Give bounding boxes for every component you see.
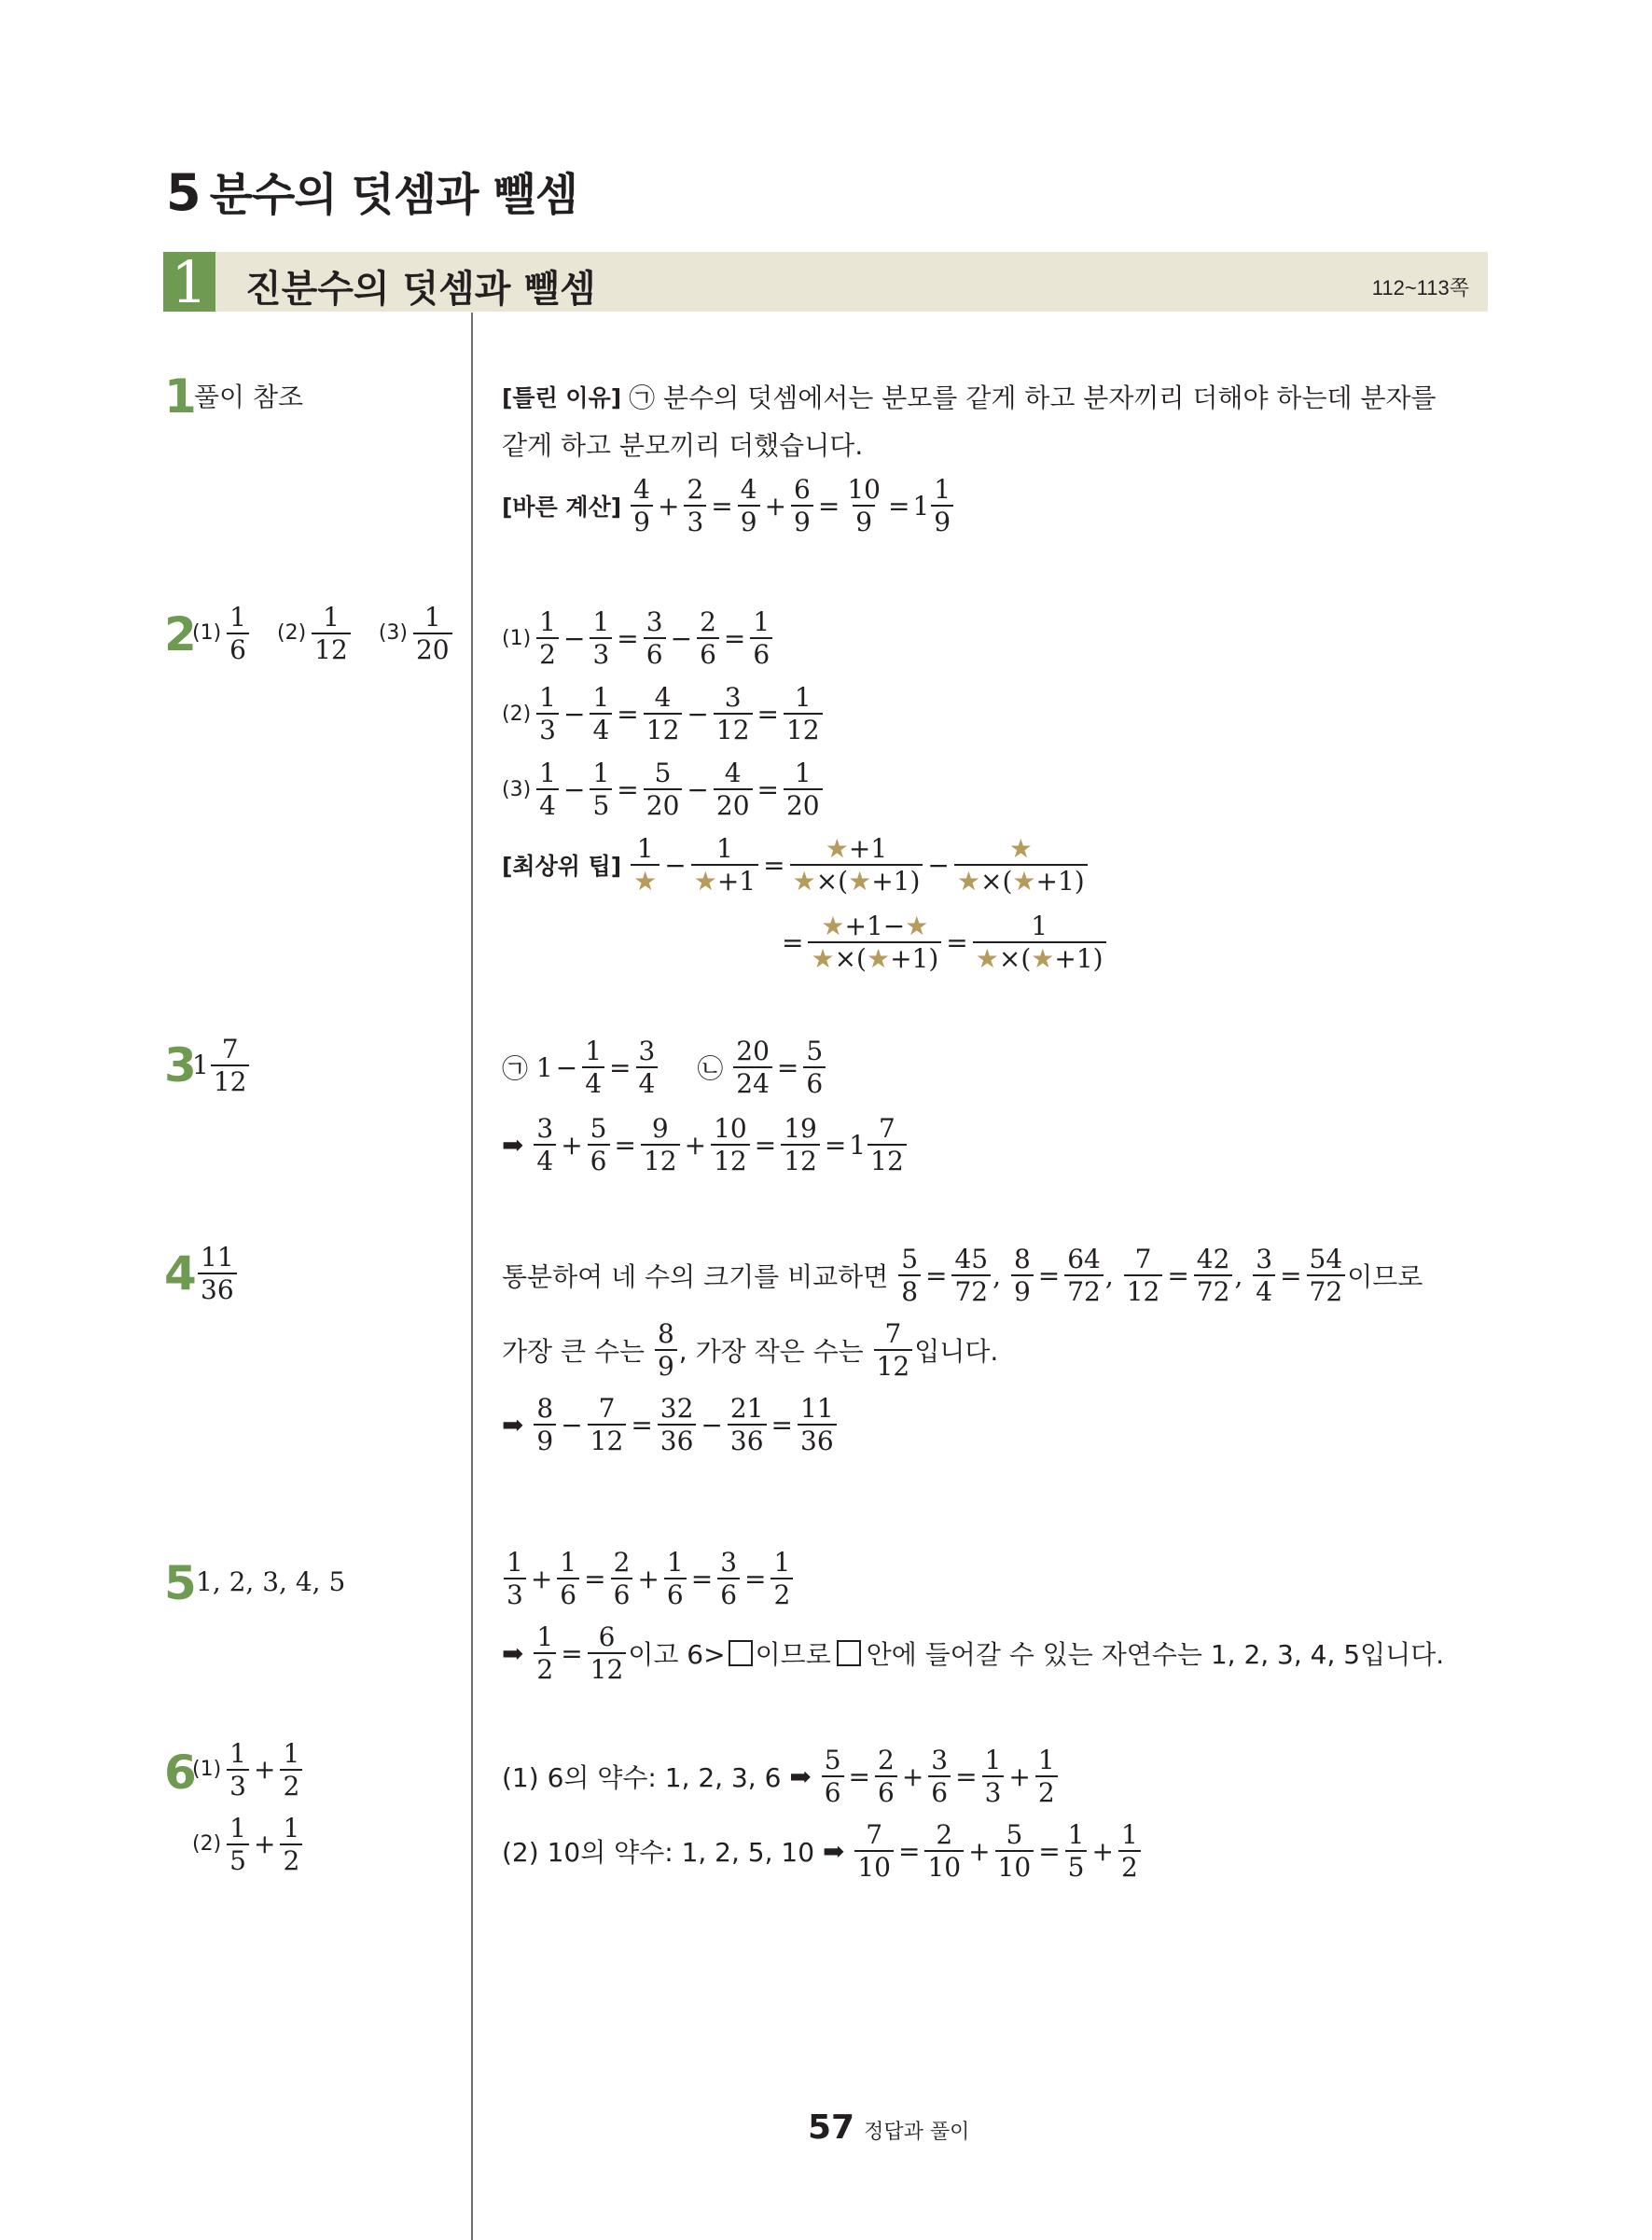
fraction: $\frac{4}{9}$ xyxy=(631,476,653,536)
fraction: $\frac{1}{20}$ xyxy=(413,604,452,664)
p1-correct-calc: [바른 계산] $\frac{4}{9}$ + $\frac{2}{3}$ = $\frac{4}{9}$ + $\frac{6}{9}$ = $\frac{10}{9}$ = 1 $\frac{1}{9}$ xyxy=(502,476,955,536)
p1-correct-tag: [바른 계산] xyxy=(502,494,622,522)
p4-text2a: 가장 큰 수는 xyxy=(502,1336,646,1368)
arrow-icon: ➡ xyxy=(502,1409,524,1440)
arrow-icon: ➡ xyxy=(502,1637,524,1669)
fraction: $\frac{1}{12}$ xyxy=(312,604,351,664)
box-icon xyxy=(729,1640,753,1666)
label-1: (1) xyxy=(192,621,222,646)
p6-line-1: (1) 6의 약수: 1, 2, 3, 6 ➡ $\frac{5}{6}$ = $\frac{2}{6}$ + $\frac{3}{6}$ = $\frac{1}{3}$ + $\frac{1}{2}$ xyxy=(502,1746,1060,1807)
arrow-icon: ➡ xyxy=(789,1760,812,1792)
fraction: $\frac{1}{6}$ xyxy=(227,604,249,664)
problem-number-3: 3 xyxy=(164,1038,197,1092)
column-divider xyxy=(471,313,473,2240)
label-2: (2) xyxy=(192,1832,222,1857)
box-icon xyxy=(837,1640,861,1666)
answer-2 xyxy=(192,604,454,664)
footer-label: 정답과 풀이 xyxy=(864,2121,970,2144)
p5-text-a: 이고 6> xyxy=(628,1639,726,1671)
p4-line-3: ➡ $\frac{8}{9}$ − $\frac{7}{12}$ = $\frac{32}{36}$ − $\frac{21}{36}$ = $\frac{11}{36}$ xyxy=(502,1395,839,1455)
arrow-icon: ➡ xyxy=(822,1835,845,1867)
problem-number-4: 4 xyxy=(164,1246,197,1301)
p5-line-2: ➡ $\frac{1}{2}$ = $\frac{6}{12}$ 이고 6> 이므로 안에 들어갈 수 있는 자연수는 1, 2, 3, 4, 5입니다. xyxy=(502,1621,1445,1686)
p2-line-2: (2) $\frac{1}{3}$ − $\frac{1}{4}$ = $\frac{4}{12}$ − $\frac{3}{12}$ = $\frac{1}{12}$ xyxy=(502,684,825,744)
section-title: 진분수의 덧셈과 뺄셈 xyxy=(245,268,596,311)
p1-reason-line xyxy=(502,378,1437,415)
problem-number-6: 6 xyxy=(164,1746,197,1800)
label-1: (1) xyxy=(502,626,532,650)
p4-text1: 통분하여 네 수의 크기를 비교하면 xyxy=(502,1261,889,1293)
p4-text2b: , 가장 작은 수는 xyxy=(678,1336,864,1368)
section-banner xyxy=(163,248,1488,316)
p5-line-1: $\frac{1}{3}$ + $\frac{1}{6}$ = $\frac{2}{6}$ + $\frac{1}{6}$ = $\frac{3}{6}$ = $\frac{1}{2}$ xyxy=(502,1549,795,1609)
answer-5: 1, 2, 3, 4, 5 xyxy=(196,1566,346,1597)
chapter-heading xyxy=(166,159,577,223)
p2-line-3: (3) $\frac{1}{4}$ − $\frac{1}{5}$ = $\frac{5}{20}$ − $\frac{4}{20}$ = $\frac{1}{20}$ xyxy=(502,759,825,820)
p3-line-1: ㉠ 1 − $\frac{1}{4}$ = $\frac{3}{4}$ ㉡ $\frac{20}{24}$ = $\frac{5}{6}$ xyxy=(502,1037,827,1098)
fraction: $\frac{6}{9}$ xyxy=(791,476,813,536)
label-2: (2) xyxy=(502,702,532,726)
problem-number-1: 1 xyxy=(164,369,197,424)
p5-text-b: 이므로 xyxy=(755,1639,831,1671)
p6-line1-text: (1) 6의 약수: 1, 2, 3, 6 xyxy=(502,1762,782,1794)
p2-tip-tag: [최상위 팁] xyxy=(502,853,622,881)
answer-3: 1 $\frac{7}{12}$ xyxy=(192,1036,251,1096)
p1-reason-line2: 같게 하고 분모끼리 더했습니다. xyxy=(502,430,864,461)
p6-line2-text: (2) 10의 약수: 1, 2, 5, 10 xyxy=(502,1837,815,1869)
p4-line-2: 가장 큰 수는 $\frac{8}{9}$ , 가장 작은 수는 $\frac{7}{12}$ 입니다. xyxy=(502,1318,999,1383)
fraction: $\frac{1}{9}$ xyxy=(931,476,953,536)
answer-6-2: (2) $\frac{1}{5}$ + $\frac{1}{2}$ xyxy=(192,1815,304,1875)
arrow-icon: ➡ xyxy=(502,1129,524,1161)
circle-label-2: ㉡ xyxy=(697,1053,724,1085)
problem-number-5: 5 xyxy=(164,1556,197,1610)
p4-text1-end: 이므로 xyxy=(1347,1261,1423,1293)
p2-tip-line-1: [최상위 팁] $\frac{1}{★}$ − $\frac{1}{★+1}$ = $\frac{★+1}{★\times(★+1)}$ − $\frac{★}{★\times(★+1)}$ xyxy=(502,835,1090,896)
label-3: (3) xyxy=(378,621,408,646)
p1-reason-text: ㉠ 분수의 덧셈에서는 분모를 같게 하고 분자끼리 더해야 하는데 분자를 xyxy=(629,383,1437,413)
p4-line-1: 통분하여 네 수의 크기를 비교하면 $\frac{5}{8}$ = $\frac{45}{72}$ , $\frac{8}{9}$ = $\frac{64}{72}$ , $\frac{7}{12}$ = $\frac{42}{72}$ , $\frac{3}{4}$ = $\frac{54}{72}$ 이므로 xyxy=(502,1244,1423,1308)
section-pages: 112~113쪽 xyxy=(1371,276,1469,299)
p5-text-c: 안에 들어갈 수 있는 자연수는 1, 2, 3, 4, 5입니다. xyxy=(866,1639,1445,1671)
p2-tip-line-2: = $\frac{★+1-★}{★\times(★+1)}$ = $\frac{1}{★\times(★+1)}$ xyxy=(779,912,1108,973)
page-number: 57 xyxy=(808,2108,855,2147)
answer-6-1: (1) $\frac{1}{3}$ + $\frac{1}{2}$ xyxy=(192,1740,304,1801)
chapter-title: 분수의 덧셈과 뺄셈 xyxy=(209,169,577,221)
label-3: (3) xyxy=(502,777,532,801)
fraction: $\frac{10}{9}$ xyxy=(847,474,881,538)
p2-line-1: (1) $\frac{1}{2}$ − $\frac{1}{3}$ = $\frac{3}{6}$ − $\frac{2}{6}$ = $\frac{1}{6}$ xyxy=(502,608,774,669)
section-number: 1 xyxy=(163,252,215,312)
fraction: $\frac{4}{9}$ xyxy=(738,476,760,536)
answer-4: $\frac{11}{36}$ xyxy=(196,1244,239,1304)
chapter-number: 5 xyxy=(166,163,201,222)
circle-label-1: ㉠ xyxy=(502,1053,529,1085)
p4-text2c: 입니다. xyxy=(914,1336,999,1368)
p1-reason-tag: [틀린 이유] xyxy=(502,384,622,411)
fraction: $\frac{2}{3}$ xyxy=(684,476,706,536)
p3-line-2: ➡ $\frac{3}{4}$ + $\frac{5}{6}$ = $\frac{9}{12}$ + $\frac{10}{12}$ = $\frac{19}{12}$ = 1 $\frac{7}{12}$ xyxy=(502,1115,909,1176)
problem-number-2: 2 xyxy=(164,607,197,661)
label-2: (2) xyxy=(277,621,307,646)
page-footer xyxy=(808,2108,969,2147)
p6-line-2: (2) 10의 약수: 1, 2, 5, 10 ➡ $\frac{7}{10}$ = $\frac{2}{10}$ + $\frac{5}{10}$ = $\frac{1}{5}$ + $\frac{1}{2}$ xyxy=(502,1821,1143,1882)
label-1: (1) xyxy=(192,1758,222,1782)
answer-1: 풀이 참조 xyxy=(194,382,304,412)
